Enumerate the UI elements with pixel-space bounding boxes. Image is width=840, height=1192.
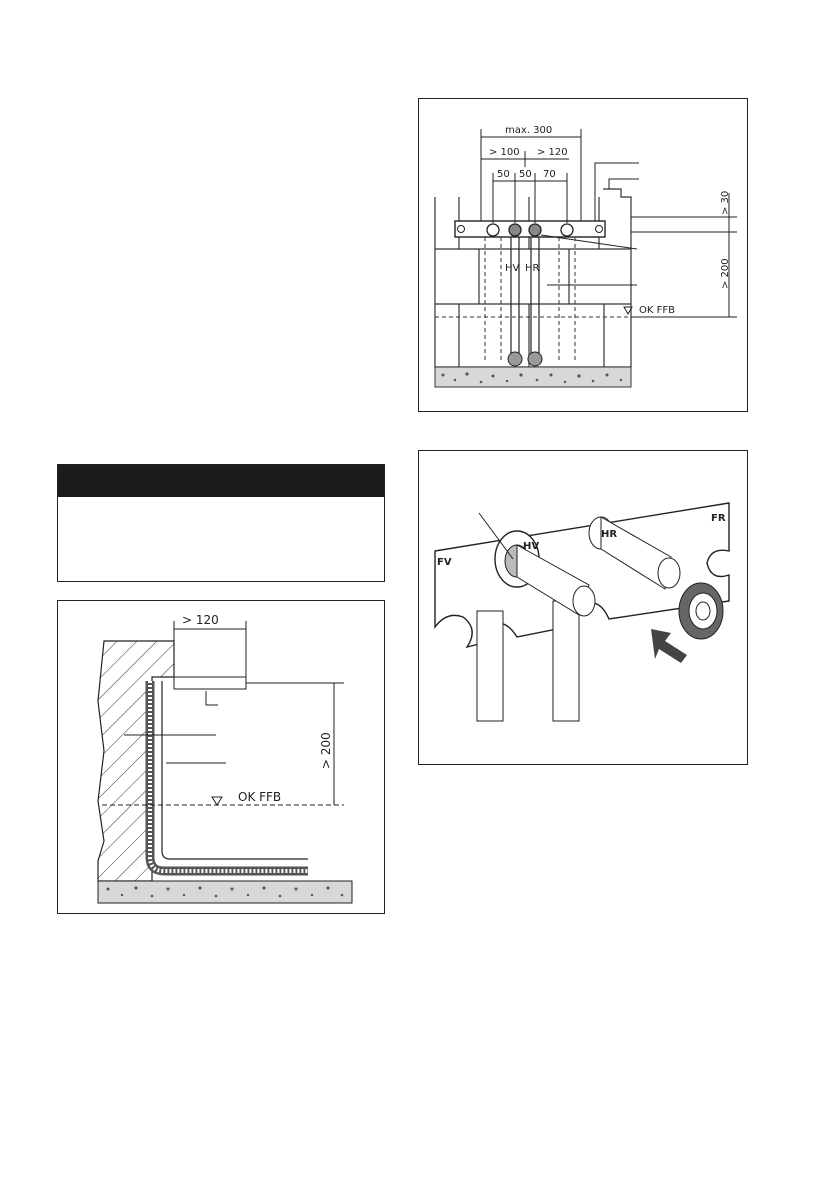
dim-max-300: max. 300 [505,125,553,136]
label-fv: FV [437,557,452,568]
label-fr: FR [711,513,726,524]
dim-50-b: 50 [519,169,532,180]
label-hr: HR [525,263,540,274]
dim-50-a: 50 [497,169,510,180]
label-ok-ffb: OK FFB [238,790,282,804]
wall-section-drawing [58,601,386,915]
dim-gt-200: > 200 [720,258,731,289]
label-ok-ffb: OK FFB [639,305,675,316]
dim-gt-120: > 120 [182,613,219,627]
label-hv: HV [523,541,540,552]
dim-gt-100: > 100 [489,147,520,158]
label-hv: HV [505,263,520,274]
figure-pipe-connection [418,450,748,765]
warning-header [58,465,384,497]
figure-mounting-rail [418,98,748,412]
dim-gt-120: > 120 [537,147,568,158]
pipe-connection-drawing [419,451,749,766]
dim-gt-30: > 30 [720,190,731,215]
figure-wall-section [57,600,385,914]
dim-gt-200: > 200 [319,732,333,769]
warning-body [58,497,384,513]
dim-70: 70 [543,169,556,180]
warning-box [57,464,385,582]
mounting-rail-drawing [419,99,749,413]
label-hr: HR [601,529,618,540]
